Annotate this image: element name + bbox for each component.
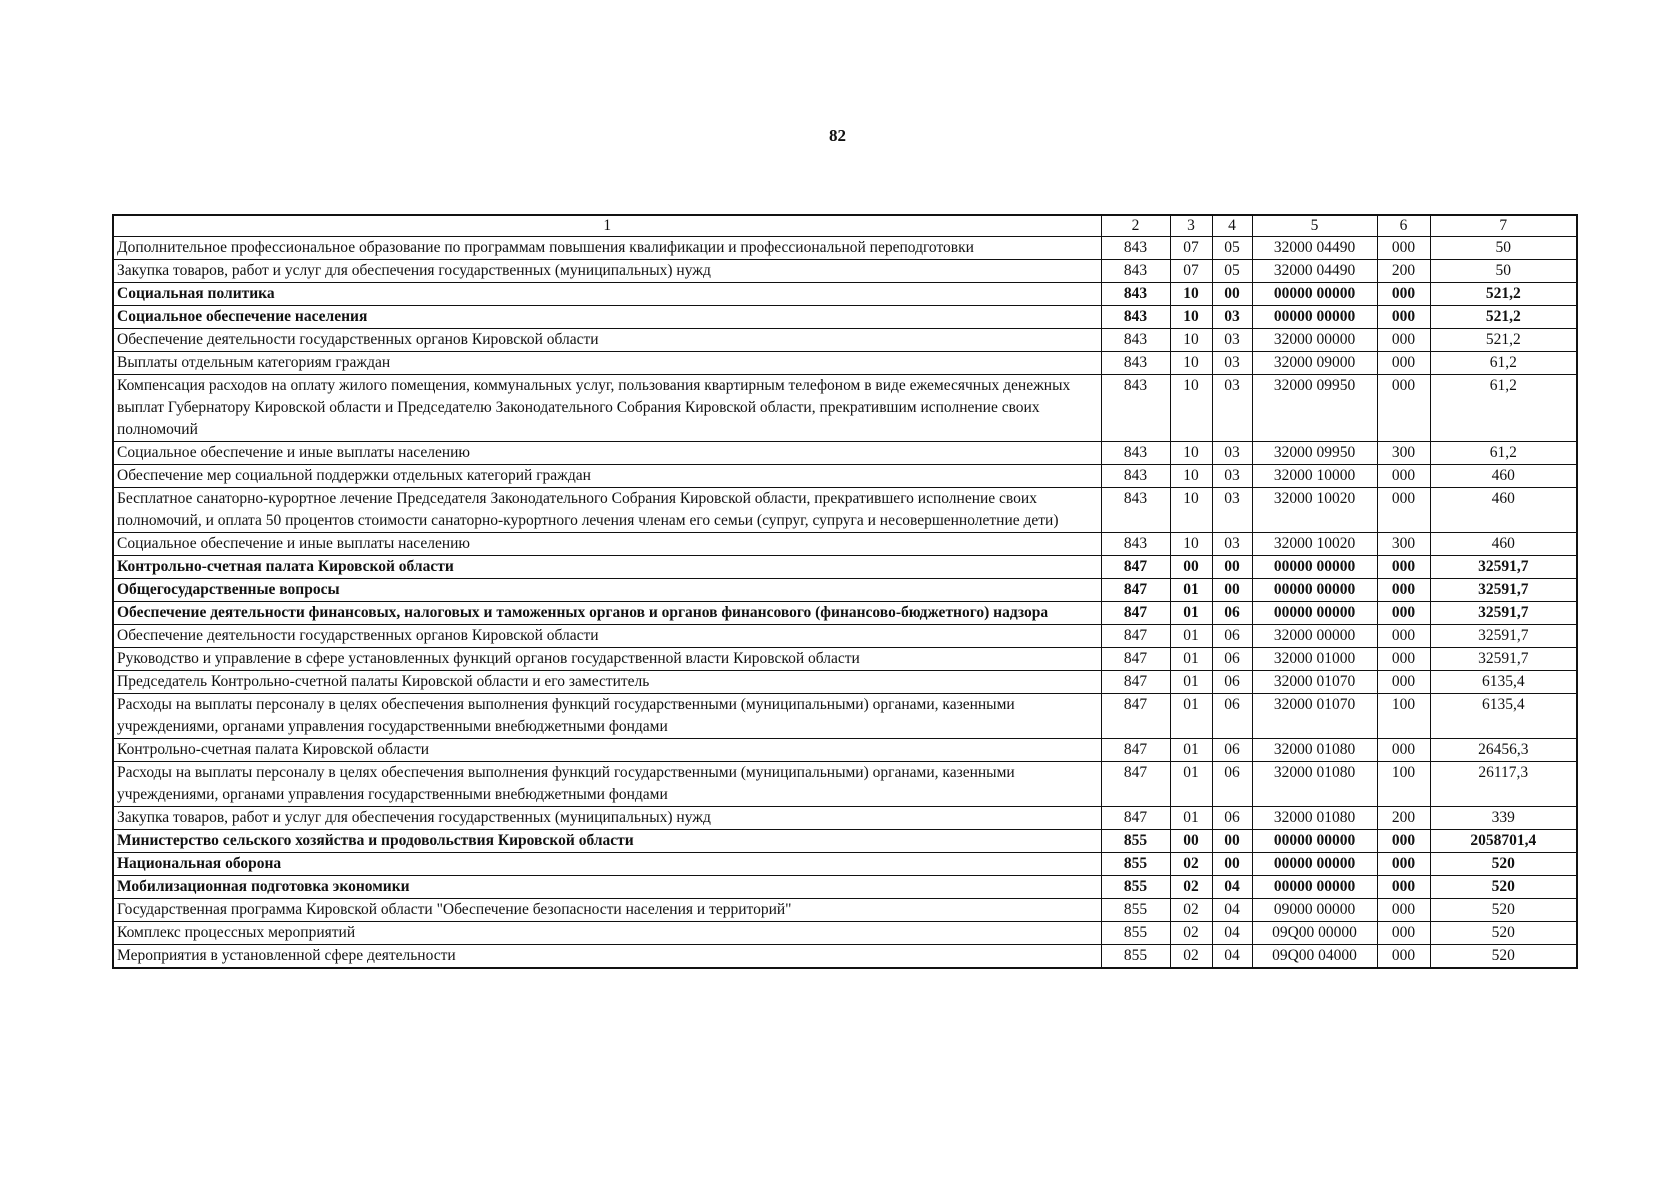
cell-amount: 520: [1430, 945, 1577, 969]
cell-amount: 32591,7: [1430, 648, 1577, 671]
cell-expense-type: 200: [1377, 807, 1430, 830]
cell-subsection: 06: [1212, 694, 1252, 739]
cell-expense-type: 000: [1377, 853, 1430, 876]
cell-subsection: 06: [1212, 739, 1252, 762]
cell-name: Мобилизационная подготовка экономики: [113, 876, 1101, 899]
cell-section: 02: [1170, 945, 1212, 969]
cell-subsection: 03: [1212, 533, 1252, 556]
cell-expense-type: 000: [1377, 556, 1430, 579]
cell-target-article: 09000 00000: [1252, 899, 1377, 922]
cell-amount: 460: [1430, 465, 1577, 488]
cell-subsection: 03: [1212, 465, 1252, 488]
cell-grbs: 847: [1101, 648, 1170, 671]
cell-target-article: 00000 00000: [1252, 306, 1377, 329]
cell-amount: 2058701,4: [1430, 830, 1577, 853]
cell-section: 07: [1170, 260, 1212, 283]
cell-grbs: 843: [1101, 283, 1170, 306]
table-row: [113, 533, 1577, 556]
cell-expense-type: 000: [1377, 237, 1430, 260]
cell-amount: 520: [1430, 899, 1577, 922]
cell-grbs: 843: [1101, 237, 1170, 260]
cell-section: 10: [1170, 465, 1212, 488]
budget-table: [112, 214, 1578, 969]
cell-subsection: 00: [1212, 283, 1252, 306]
cell-grbs: 843: [1101, 329, 1170, 352]
cell-expense-type: 100: [1377, 762, 1430, 807]
cell-section: 01: [1170, 648, 1212, 671]
cell-expense-type: 200: [1377, 260, 1430, 283]
cell-name: Обеспечение деятельности финансовых, налоговых и таможенных органов и органов финансового (финансово-бюджетного) надзора: [113, 602, 1101, 625]
cell-name: Социальная политика: [113, 283, 1101, 306]
table-row: [113, 807, 1577, 830]
table-row: [113, 237, 1577, 260]
cell-name: Закупка товаров, работ и услуг для обеспечения государственных (муниципальных) нужд: [113, 807, 1101, 830]
cell-expense-type: 000: [1377, 375, 1430, 442]
cell-grbs: 843: [1101, 260, 1170, 283]
cell-target-article: 32000 01000: [1252, 648, 1377, 671]
cell-name: Обеспечение деятельности государственных органов Кировской области: [113, 329, 1101, 352]
cell-target-article: 32000 10020: [1252, 488, 1377, 533]
cell-subsection: 06: [1212, 807, 1252, 830]
table-row: [113, 488, 1577, 533]
cell-section: 01: [1170, 762, 1212, 807]
cell-target-article: 32000 01070: [1252, 671, 1377, 694]
cell-subsection: 04: [1212, 876, 1252, 899]
cell-name: Закупка товаров, работ и услуг для обеспечения государственных (муниципальных) нужд: [113, 260, 1101, 283]
cell-section: 02: [1170, 899, 1212, 922]
cell-section: 10: [1170, 283, 1212, 306]
table-row: [113, 853, 1577, 876]
cell-amount: 520: [1430, 853, 1577, 876]
cell-section: 02: [1170, 922, 1212, 945]
header-col-4: 4: [1212, 215, 1252, 237]
cell-subsection: 05: [1212, 237, 1252, 260]
cell-target-article: 32000 04490: [1252, 260, 1377, 283]
cell-subsection: 03: [1212, 375, 1252, 442]
cell-amount: 61,2: [1430, 375, 1577, 442]
cell-amount: 32591,7: [1430, 556, 1577, 579]
cell-expense-type: 100: [1377, 694, 1430, 739]
cell-section: 07: [1170, 237, 1212, 260]
cell-target-article: 00000 00000: [1252, 556, 1377, 579]
table-row: [113, 442, 1577, 465]
cell-target-article: 00000 00000: [1252, 283, 1377, 306]
cell-expense-type: 000: [1377, 329, 1430, 352]
cell-expense-type: 000: [1377, 465, 1430, 488]
cell-amount: 32591,7: [1430, 579, 1577, 602]
cell-grbs: 843: [1101, 465, 1170, 488]
cell-name: Социальное обеспечение населения: [113, 306, 1101, 329]
table-row: [113, 375, 1577, 442]
cell-grbs: 855: [1101, 830, 1170, 853]
table-row: [113, 579, 1577, 602]
table-row: [113, 260, 1577, 283]
cell-subsection: 03: [1212, 442, 1252, 465]
cell-name: Мероприятия в установленной сфере деятельности: [113, 945, 1101, 969]
cell-expense-type: 000: [1377, 899, 1430, 922]
cell-section: 10: [1170, 533, 1212, 556]
cell-expense-type: 000: [1377, 283, 1430, 306]
cell-name: Государственная программа Кировской области "Обеспечение безопасности населения и территорий": [113, 899, 1101, 922]
header-row: [113, 215, 1577, 237]
cell-name: Расходы на выплаты персоналу в целях обеспечения выполнения функций государственными (муниципальными) органами, казенными учреждениями, органами управления государственными внебюджетными фондами: [113, 694, 1101, 739]
cell-section: 01: [1170, 579, 1212, 602]
table-row: [113, 602, 1577, 625]
cell-subsection: 00: [1212, 853, 1252, 876]
cell-subsection: 06: [1212, 762, 1252, 807]
cell-section: 01: [1170, 671, 1212, 694]
header-col-5: 5: [1252, 215, 1377, 237]
cell-subsection: 06: [1212, 671, 1252, 694]
cell-section: 01: [1170, 602, 1212, 625]
header-col-3: 3: [1170, 215, 1212, 237]
cell-section: 00: [1170, 556, 1212, 579]
cell-amount: 32591,7: [1430, 625, 1577, 648]
cell-grbs: 855: [1101, 945, 1170, 969]
cell-name: Национальная оборона: [113, 853, 1101, 876]
cell-subsection: 05: [1212, 260, 1252, 283]
cell-target-article: 32000 10000: [1252, 465, 1377, 488]
cell-section: 01: [1170, 807, 1212, 830]
cell-target-article: 00000 00000: [1252, 876, 1377, 899]
cell-expense-type: 000: [1377, 876, 1430, 899]
cell-target-article: 09Q00 04000: [1252, 945, 1377, 969]
cell-target-article: 00000 00000: [1252, 579, 1377, 602]
cell-name: Социальное обеспечение и иные выплаты населению: [113, 442, 1101, 465]
table-row: [113, 556, 1577, 579]
cell-expense-type: 000: [1377, 648, 1430, 671]
cell-amount: 50: [1430, 237, 1577, 260]
cell-subsection: 04: [1212, 945, 1252, 969]
cell-subsection: 06: [1212, 648, 1252, 671]
table-row: [113, 694, 1577, 739]
table-row: [113, 625, 1577, 648]
table-row: [113, 329, 1577, 352]
cell-grbs: 855: [1101, 922, 1170, 945]
cell-expense-type: 000: [1377, 602, 1430, 625]
cell-amount: 6135,4: [1430, 671, 1577, 694]
cell-amount: 521,2: [1430, 306, 1577, 329]
cell-section: 01: [1170, 694, 1212, 739]
cell-amount: 521,2: [1430, 329, 1577, 352]
cell-section: 02: [1170, 876, 1212, 899]
cell-expense-type: 300: [1377, 533, 1430, 556]
cell-expense-type: 000: [1377, 352, 1430, 375]
cell-expense-type: 000: [1377, 488, 1430, 533]
cell-name: Расходы на выплаты персоналу в целях обеспечения выполнения функций государственными (муниципальными) органами, казенными учреждениями, органами управления государственными внебюджетными фондами: [113, 762, 1101, 807]
cell-name: Председатель Контрольно-счетной палаты Кировской области и его заместитель: [113, 671, 1101, 694]
cell-target-article: 32000 10020: [1252, 533, 1377, 556]
cell-section: 10: [1170, 488, 1212, 533]
cell-name: Руководство и управление в сфере установленных функций органов государственной власти Кировской области: [113, 648, 1101, 671]
table-row: [113, 830, 1577, 853]
cell-subsection: 00: [1212, 579, 1252, 602]
cell-expense-type: 000: [1377, 579, 1430, 602]
cell-expense-type: 000: [1377, 830, 1430, 853]
cell-amount: 521,2: [1430, 283, 1577, 306]
cell-target-article: 32000 09950: [1252, 442, 1377, 465]
cell-name: Социальное обеспечение и иные выплаты населению: [113, 533, 1101, 556]
cell-target-article: 32000 00000: [1252, 329, 1377, 352]
cell-target-article: 00000 00000: [1252, 853, 1377, 876]
cell-grbs: 847: [1101, 807, 1170, 830]
table-row: [113, 352, 1577, 375]
cell-target-article: 32000 04490: [1252, 237, 1377, 260]
cell-grbs: 843: [1101, 442, 1170, 465]
table-row: [113, 465, 1577, 488]
cell-amount: 460: [1430, 488, 1577, 533]
cell-grbs: 843: [1101, 488, 1170, 533]
table-row: [113, 671, 1577, 694]
table-row: [113, 762, 1577, 807]
cell-subsection: 06: [1212, 625, 1252, 648]
table-body: [113, 237, 1577, 969]
cell-grbs: 843: [1101, 306, 1170, 329]
cell-name: Выплаты отдельным категориям граждан: [113, 352, 1101, 375]
cell-name: Обеспечение мер социальной поддержки отдельных категорий граждан: [113, 465, 1101, 488]
cell-grbs: 847: [1101, 739, 1170, 762]
cell-amount: 6135,4: [1430, 694, 1577, 739]
cell-amount: 32591,7: [1430, 602, 1577, 625]
cell-section: 01: [1170, 625, 1212, 648]
cell-amount: 50: [1430, 260, 1577, 283]
cell-target-article: 00000 00000: [1252, 830, 1377, 853]
cell-subsection: 04: [1212, 922, 1252, 945]
table-row: [113, 306, 1577, 329]
cell-expense-type: 000: [1377, 306, 1430, 329]
cell-target-article: 32000 09000: [1252, 352, 1377, 375]
cell-amount: 520: [1430, 876, 1577, 899]
cell-target-article: 32000 00000: [1252, 625, 1377, 648]
cell-name: Компенсация расходов на оплату жилого помещения, коммунальных услуг, пользования квартирным телефоном в виде ежемесячных денежных выплат Губернатору Кировской области и Председателю Законодательного Собрания Кировской области, прекратившим исполнение своих полномочий: [113, 375, 1101, 442]
cell-subsection: 06: [1212, 602, 1252, 625]
cell-grbs: 855: [1101, 876, 1170, 899]
table-row: [113, 648, 1577, 671]
cell-amount: 460: [1430, 533, 1577, 556]
header-col-2: 2: [1101, 215, 1170, 237]
cell-section: 01: [1170, 739, 1212, 762]
cell-section: 02: [1170, 853, 1212, 876]
cell-target-article: 32000 01070: [1252, 694, 1377, 739]
header-col-1: 1: [113, 215, 1101, 237]
cell-name: Контрольно-счетная палата Кировской области: [113, 739, 1101, 762]
cell-grbs: 847: [1101, 556, 1170, 579]
cell-expense-type: 000: [1377, 625, 1430, 648]
cell-grbs: 847: [1101, 602, 1170, 625]
cell-subsection: 04: [1212, 899, 1252, 922]
cell-name: Контрольно-счетная палата Кировской области: [113, 556, 1101, 579]
cell-grbs: 847: [1101, 671, 1170, 694]
cell-grbs: 847: [1101, 625, 1170, 648]
table-row: [113, 945, 1577, 969]
cell-expense-type: 300: [1377, 442, 1430, 465]
cell-grbs: 843: [1101, 352, 1170, 375]
cell-target-article: 32000 01080: [1252, 762, 1377, 807]
cell-expense-type: 000: [1377, 739, 1430, 762]
table-row: [113, 922, 1577, 945]
cell-subsection: 03: [1212, 352, 1252, 375]
cell-subsection: 03: [1212, 306, 1252, 329]
cell-grbs: 843: [1101, 375, 1170, 442]
cell-target-article: 00000 00000: [1252, 602, 1377, 625]
cell-expense-type: 000: [1377, 945, 1430, 969]
cell-name: Обеспечение деятельности государственных органов Кировской области: [113, 625, 1101, 648]
header-col-6: 6: [1377, 215, 1430, 237]
table-row: [113, 876, 1577, 899]
cell-amount: 61,2: [1430, 352, 1577, 375]
cell-section: 00: [1170, 830, 1212, 853]
cell-name: Дополнительное профессиональное образование по программам повышения квалификации и профессиональной переподготовки: [113, 237, 1101, 260]
cell-amount: 26456,3: [1430, 739, 1577, 762]
cell-amount: 520: [1430, 922, 1577, 945]
cell-amount: 26117,3: [1430, 762, 1577, 807]
cell-name: Министерство сельского хозяйства и продовольствия Кировской области: [113, 830, 1101, 853]
cell-grbs: 847: [1101, 579, 1170, 602]
table-row: [113, 739, 1577, 762]
cell-expense-type: 000: [1377, 922, 1430, 945]
cell-subsection: 00: [1212, 830, 1252, 853]
cell-grbs: 855: [1101, 853, 1170, 876]
cell-expense-type: 000: [1377, 671, 1430, 694]
cell-section: 10: [1170, 375, 1212, 442]
table-row: [113, 899, 1577, 922]
cell-grbs: 847: [1101, 762, 1170, 807]
table-row: [113, 283, 1577, 306]
cell-subsection: 00: [1212, 556, 1252, 579]
cell-subsection: 03: [1212, 488, 1252, 533]
cell-subsection: 03: [1212, 329, 1252, 352]
cell-amount: 61,2: [1430, 442, 1577, 465]
cell-target-article: 32000 01080: [1252, 739, 1377, 762]
header-col-7: 7: [1430, 215, 1577, 237]
page-number: 82: [829, 126, 846, 145]
cell-grbs: 847: [1101, 694, 1170, 739]
cell-name: Комплекс процессных мероприятий: [113, 922, 1101, 945]
cell-target-article: 09Q00 00000: [1252, 922, 1377, 945]
cell-section: 10: [1170, 442, 1212, 465]
cell-amount: 339: [1430, 807, 1577, 830]
cell-name: Бесплатное санаторно-курортное лечение Председателя Законодательного Собрания Кировской области, прекратившего исполнение своих полномочий, и оплата 50 процентов стоимости санаторно-курортного лечения членам его семьи (супруг, супруга и несовершеннолетние дети): [113, 488, 1101, 533]
cell-section: 10: [1170, 306, 1212, 329]
cell-target-article: 32000 01080: [1252, 807, 1377, 830]
cell-grbs: 843: [1101, 533, 1170, 556]
cell-grbs: 855: [1101, 899, 1170, 922]
cell-section: 10: [1170, 352, 1212, 375]
cell-target-article: 32000 09950: [1252, 375, 1377, 442]
cell-name: Общегосударственные вопросы: [113, 579, 1101, 602]
cell-section: 10: [1170, 329, 1212, 352]
